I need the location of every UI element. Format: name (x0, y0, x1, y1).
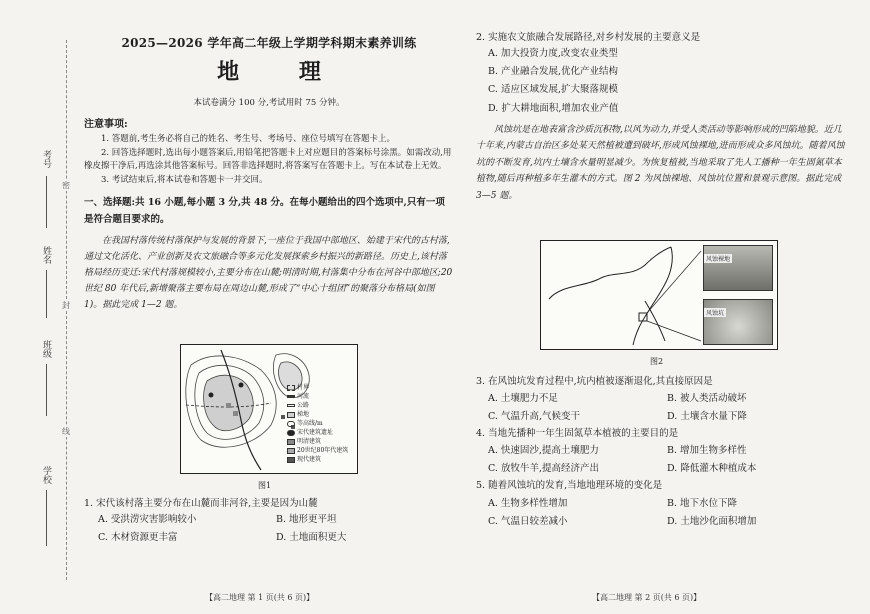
binding-margin (0, 0, 78, 614)
figure-1-caption: 图1 (258, 481, 272, 490)
question-5-stem: 5. 随着风蚀坑的发育,当地地理环境的变化是 (476, 480, 663, 492)
notice-1: 1. 答题前,考生务必将自己的姓名、考生号、考场号、座位号填写在答题卡上。 (101, 134, 396, 145)
page-2-footer: 【高二地理 第 2 页(共 6 页)】 (592, 593, 702, 602)
exam-info: 本试卷满分 100 分,考试用时 75 分钟。 (193, 98, 345, 109)
q5-row1 (476, 495, 846, 513)
section-heading: 一、选择题:共 16 小题,每小题 3 分,共 48 分。在每小题给出的四个选项中,只有一项是符合题目要求的。 (84, 197, 445, 226)
seal-char-3: 线 (62, 427, 70, 436)
q2-option-a[interactable]: A. 加大投资力度,改变农业类型 (488, 48, 618, 60)
figure-2-caption: 图2 (650, 357, 664, 366)
q2-opt-row (476, 45, 846, 63)
passage-1: 在我国村落传统村落保护与发展的背景下,一座位于我国中部地区、始建于宋代的古村落,通过文化活化、产业创新及农文旅融合等多元化发展探索乡村振兴的新路径。历史上,该村落格局经历变迁:宋代村落规模较小,主要分布在山麓;明清时期,村落集中分布在河谷中部地区;20 世纪 80 年代后,新增聚落主要布局在周边山麓,形成了“中心十组团”的聚落分布格局(如图 1)。据此完成 1—2 题。 (84, 235, 453, 311)
school-label: 学校 (41, 466, 51, 484)
question-2-stem: 2. 实施农文旅融合发展路径,对乡村发展的主要意义是 (476, 32, 701, 43)
q2-option-b[interactable]: B. 产业融合发展,优化产业结构 (488, 66, 619, 78)
q3-option-c[interactable]: C. 气温升高,气候变干 (488, 411, 580, 423)
q5-row2 (476, 513, 846, 531)
page-1-footer: 【高二地理 第 1 页(共 6 页)】 (205, 593, 315, 602)
page-2 (476, 30, 846, 205)
notice-title: 注意事项: (84, 118, 128, 130)
q4-option-d[interactable]: D. 降低灌木种植成本 (667, 463, 757, 475)
legend-item: 20世纪80年代建筑 (287, 446, 348, 455)
legend-item: 现代建筑 (287, 455, 348, 464)
questions-3-5 (476, 374, 846, 531)
q1-option-a[interactable]: A. 受洪涝灾害影响较小 (98, 514, 197, 526)
question-1-stem: 1. 宋代该村落主要分布在山麓而非河谷,主要是因为山麓 (84, 498, 318, 509)
legend-item: 等高线/m (287, 419, 348, 428)
class-label: 班级 (41, 340, 51, 358)
question-4-stem: 4. 当地先播种一年生固氮草本植被的主要目的是 (476, 428, 679, 440)
photo-2-label: 风蚀坑 (706, 310, 725, 317)
seal-char-2: 封 (62, 301, 70, 310)
photo-blowout-pit (703, 299, 773, 345)
notice-2: 2. 回答选择题时,选出每小题答案后,用铅笔把答题卡上对应题目的答案标号涂黑。如需改动,用橡皮擦干净后,再选涂其他答案标号。回答非选择题时,将答案写在答题卡上。写在本试卷上无效。 (84, 147, 452, 172)
figure-1-map (180, 344, 358, 474)
legend-item: 村界 (287, 383, 348, 392)
q5-option-c[interactable]: C. 气温日较差减小 (488, 515, 568, 527)
q4-row2 (476, 460, 846, 478)
seal-char-1: 密 (62, 181, 70, 190)
question-1-options-row1 (84, 511, 454, 529)
q5-option-b[interactable]: B. 地下水位下降 (667, 497, 738, 509)
q4-option-a[interactable]: A. 快速固沙,提高土壤肥力 (488, 445, 599, 457)
q2-opt-row (476, 81, 846, 99)
q3-option-b[interactable]: B. 被人类活动破坏 (667, 393, 747, 405)
notice-3: 3. 考试结束后,将本试卷和答题卡一并交回。 (101, 174, 268, 185)
question-1 (84, 496, 454, 547)
question-3-stem: 3. 在风蚀坑发育过程中,坑内植被逐渐退化,其直接原因是 (476, 376, 713, 387)
legend-item: 公路 (287, 401, 348, 410)
legend-item: 河流 (287, 392, 348, 401)
school-line (46, 490, 47, 546)
q3-option-d[interactable]: D. 土壤含水量下降 (667, 411, 747, 423)
q5-option-d[interactable]: D. 土地沙化面积增加 (667, 515, 757, 527)
figure-2-map (540, 240, 778, 350)
legend-item: 梯地 (287, 410, 348, 419)
q2-option-c[interactable]: C. 适应区域发展,扩大聚落规模 (488, 84, 618, 96)
name-line (46, 270, 47, 318)
q1-option-b[interactable]: B. 地形更平坦 (276, 514, 337, 526)
q5-option-a[interactable]: A. 生物多样性增加 (488, 497, 568, 509)
q3-row2 (476, 408, 846, 426)
legend-item: 宋代建筑遗址 (287, 428, 348, 437)
q1-option-c[interactable]: C. 木材资源更丰富 (98, 532, 178, 544)
q4-row1 (476, 442, 846, 460)
passage-2: 风蚀坑是在地表富含沙质沉积物,以风为动力,并受人类活动等影响形成的凹陷地貌。近几十年来,内蒙古自治区多处某天然植被遭到破坏,形成风蚀裸地,进而形成众多风蚀坑。随着风蚀坑的不断发育,坑内土壤含水量明显减少。为恢复植被,当地采取了先人工播种一年生固氮草本植物,随后再种植多年生灌木的方式。图 2 为风蚀裸地、风蚀坑位置和景观示意图。据此完成 3—5 题。 (476, 124, 845, 202)
q2-opt-row (476, 63, 846, 81)
exam-no-label: 考号 (41, 150, 51, 168)
q4-option-b[interactable]: B. 增加生物多样性 (667, 445, 747, 457)
q3-option-a[interactable]: A. 土壤肥力不足 (488, 393, 558, 405)
exam-title: 2025—2026 学年高二年级上学期学科期末素养训练 (121, 36, 417, 50)
q3-row1 (476, 390, 846, 408)
name-label: 姓名 (41, 246, 51, 264)
question-1-options-row2 (84, 529, 454, 547)
photo-wind-eroded-land (703, 245, 773, 291)
q2-option-d[interactable]: D. 扩大耕地面积,增加农业产值 (488, 102, 619, 114)
photo-1-label: 风蚀裸地 (706, 256, 731, 263)
subject-title: 地 理 (217, 59, 347, 86)
figure-1-legend (287, 383, 348, 464)
q1-option-d[interactable]: D. 土地面积更大 (276, 532, 347, 544)
legend-item: 明清建筑 (287, 437, 348, 446)
exam-no-line (46, 176, 47, 228)
q2-opt-row (476, 100, 846, 118)
page-1 (84, 34, 454, 314)
q4-option-c[interactable]: C. 放牧牛羊,提高经济产出 (488, 463, 599, 475)
class-line (46, 364, 47, 416)
